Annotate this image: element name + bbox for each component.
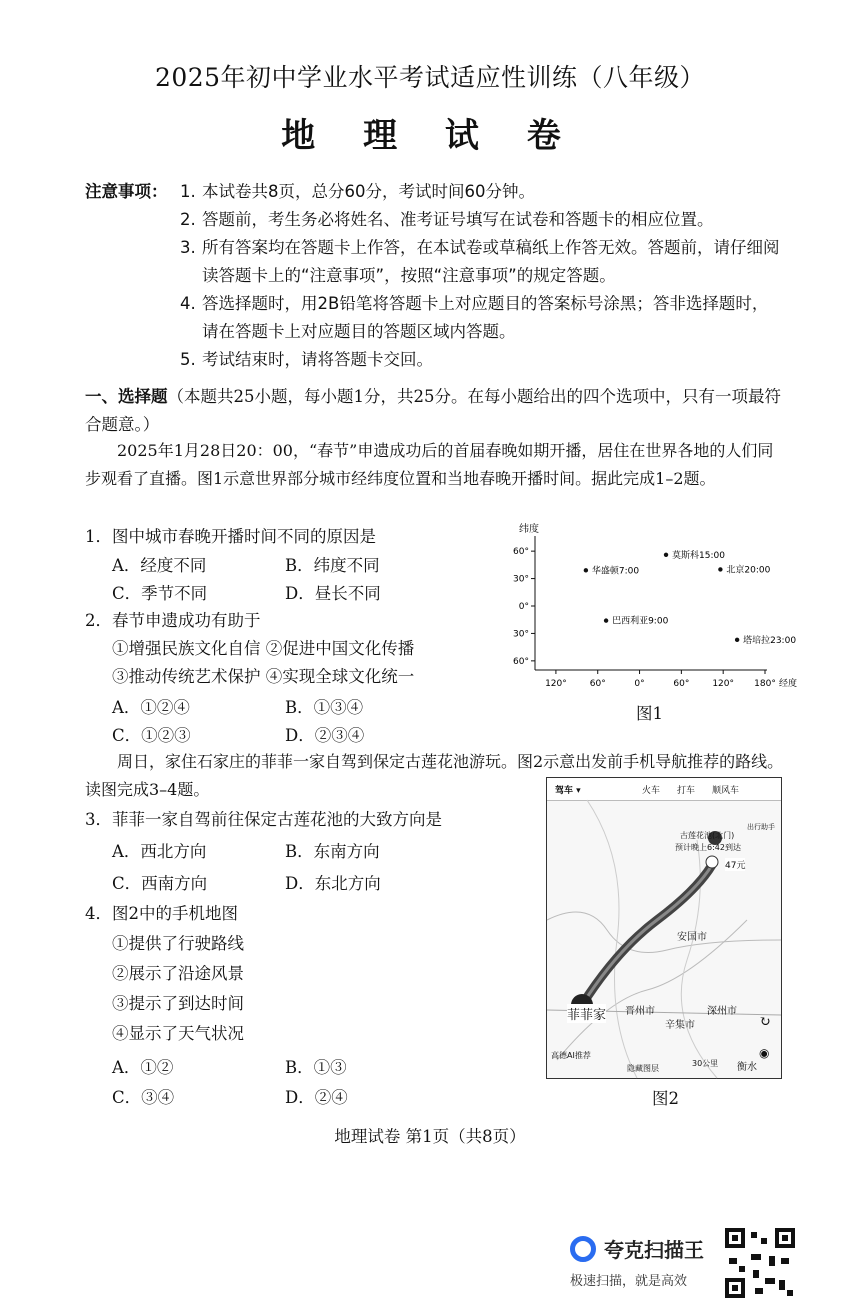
qr-code-icon bbox=[725, 1228, 795, 1298]
y-tick-label: 30° bbox=[513, 574, 529, 585]
q4-statement: ②展示了沿途风景 bbox=[112, 964, 244, 983]
map-destination-label: 古莲花池(北门) bbox=[680, 831, 735, 840]
note-text: 答选择题时，用2B铅笔将答题卡上对应题目的答案标号涂黑；答非选择题时，请在答题卡上对应题目的答题区域内答题。 bbox=[202, 294, 769, 341]
figure-1-caption: 图1 bbox=[636, 704, 663, 723]
y-axis-label: 纬度 bbox=[519, 524, 539, 535]
data-point bbox=[584, 568, 588, 572]
q4-option-a[interactable]: A．①② bbox=[112, 1058, 174, 1077]
y-tick-label: 30° bbox=[513, 629, 529, 640]
x-tick-label: 0° bbox=[634, 679, 645, 689]
map-city-shenzhou: 深州市 bbox=[707, 1006, 737, 1017]
figure-2-map bbox=[546, 777, 782, 1079]
data-point bbox=[718, 567, 722, 571]
q3-option-b[interactable]: B．东南方向 bbox=[285, 842, 380, 861]
x-axis-label: 经度 bbox=[779, 679, 798, 689]
locate-icon[interactable]: ◉ bbox=[759, 1046, 770, 1060]
question-3-stem: 3．菲菲一家自驾前往保定古莲花池的大致方向是 bbox=[85, 810, 442, 829]
q1-option-b[interactable]: B．纬度不同 bbox=[285, 556, 380, 575]
q4-option-d[interactable]: D．②④ bbox=[285, 1088, 348, 1107]
note-text: 所有答案均在答题卡上作答，在本试卷或草稿纸上作答无效。答题前，请仔细阅读答题卡上的“注意事项”，按照“注意事项”的规定答题。 bbox=[202, 238, 780, 285]
data-point-label: 巴西利亚9:00 bbox=[612, 616, 669, 627]
map-home-label: 菲菲家 bbox=[567, 1004, 606, 1023]
note-num: 3. bbox=[180, 238, 196, 257]
q3-option-d[interactable]: D．东北方向 bbox=[285, 874, 381, 893]
question-4-stem: 4．图2中的手机地图 bbox=[85, 904, 238, 923]
q2-statements-2: ③推动传统艺术保护 ④实现全球文化统一 bbox=[112, 667, 415, 686]
section-desc: （本题共25小题，每小题1分，共25分。在每小题给出的四个选项中，只有一项最符合题意。） bbox=[85, 387, 781, 434]
map-city-hengshui: 衡水 bbox=[737, 1062, 757, 1073]
tab-train[interactable]: 火车 bbox=[642, 786, 661, 796]
map-canvas bbox=[547, 800, 781, 1078]
section-heading bbox=[85, 383, 785, 439]
q2-option-b[interactable]: B．①③④ bbox=[285, 698, 364, 717]
note-text: 考试结束时，请将答题卡交回。 bbox=[202, 350, 433, 369]
note-num: 1. bbox=[180, 182, 196, 201]
x-tick-label: 180° bbox=[754, 679, 776, 689]
note-num: 5. bbox=[180, 350, 196, 369]
q4-option-c[interactable]: C．③④ bbox=[112, 1088, 175, 1107]
y-tick-label: 0° bbox=[518, 602, 529, 612]
notes-section bbox=[85, 178, 785, 378]
map-city-xinji: 辛集市 bbox=[665, 1020, 695, 1031]
q4-option-b[interactable]: B．①③ bbox=[285, 1058, 347, 1077]
map-ai-label: 高德AI推荐 bbox=[551, 1051, 591, 1060]
q3-option-c[interactable]: C．西南方向 bbox=[112, 874, 208, 893]
map-city-jinzhou: 晋州市 bbox=[625, 1006, 655, 1017]
map-scale: 30公里 bbox=[692, 1059, 719, 1068]
x-tick-label: 60° bbox=[589, 679, 606, 689]
map-layer-button[interactable]: 隐藏图层 bbox=[627, 1064, 659, 1073]
q2-option-d[interactable]: D．②③④ bbox=[285, 726, 365, 745]
subject-title: 地 理 试 卷 bbox=[281, 116, 579, 156]
brand-name: 夸克扫描王 bbox=[604, 1238, 704, 1262]
tab-drive[interactable]: 驾车 ▾ bbox=[555, 786, 581, 796]
map-city-anguo: 安国市 bbox=[677, 932, 707, 943]
y-tick-label: 60° bbox=[513, 547, 529, 558]
note-text: 答题前，考生务必将姓名、准考证号填写在试卷和答题卡的相应位置。 bbox=[202, 210, 714, 229]
exam-title: 2025年初中学业水平考试适应性训练（八年级） bbox=[154, 63, 706, 92]
note-text: 本试卷共8页，总分60分，考试时间60分钟。 bbox=[202, 182, 535, 201]
x-tick-label: 60° bbox=[673, 679, 690, 689]
q1-option-d[interactable]: D．昼长不同 bbox=[285, 584, 381, 603]
data-point-label: 莫斯科15:00 bbox=[672, 550, 725, 561]
brand-slogan: 极速扫描，就是高效 bbox=[570, 1274, 688, 1289]
q1-option-a[interactable]: A．经度不同 bbox=[112, 556, 207, 575]
q1-option-c[interactable]: C．季节不同 bbox=[112, 584, 208, 603]
data-point bbox=[735, 638, 739, 642]
q4-statement: ③提示了到达时间 bbox=[112, 994, 244, 1013]
scanner-brand bbox=[570, 1232, 720, 1292]
map-helper[interactable]: 出行助手 bbox=[747, 823, 775, 831]
data-point-label: 华盛顿7:00 bbox=[591, 566, 640, 577]
q4-statement: ④显示了天气状况 bbox=[112, 1024, 244, 1043]
page-footer: 地理试卷 第1页（共8页） bbox=[334, 1127, 526, 1146]
brand-logo-icon bbox=[570, 1236, 596, 1262]
question-1-stem: 1．图中城市春晚开播时间不同的原因是 bbox=[85, 527, 376, 546]
refresh-icon[interactable]: ↻ bbox=[759, 1014, 771, 1030]
x-tick-label: 120° bbox=[545, 679, 567, 689]
q3-option-a[interactable]: A．西北方向 bbox=[112, 842, 207, 861]
note-num: 4. bbox=[180, 294, 196, 313]
map-fee: 47元 bbox=[725, 858, 745, 871]
q2-statements-1: ①增强民族文化自信 ②促进中国文化传播 bbox=[112, 639, 415, 658]
q4-statement: ①提供了行驶路线 bbox=[112, 934, 244, 953]
data-point bbox=[604, 618, 608, 622]
note-num: 2. bbox=[180, 210, 196, 229]
map-tab-bar bbox=[547, 778, 781, 801]
figure-1-chart bbox=[505, 522, 798, 722]
passage-1: 2025年1月28日20：00，“春节”申遗成功后的首届春晚如期开播，居住在世界各地的人们同步观看了直播。图1示意世界部分城市经纬度位置和当地春晚开播时间。据此完成1–2题。 bbox=[85, 441, 774, 488]
data-point bbox=[664, 553, 668, 557]
question-2-stem: 2．春节申遗成功有助于 bbox=[85, 611, 261, 630]
q2-option-a[interactable]: A．①②④ bbox=[112, 698, 190, 717]
notes-label: 注意事项： bbox=[85, 182, 168, 201]
tab-taxi[interactable]: 打车 bbox=[677, 786, 696, 796]
tab-carpool[interactable]: 顺风车 bbox=[712, 786, 740, 796]
passage-2: 周日，家住石家庄的菲菲一家自驾到保定古莲花池游玩。图2示意出发前手机导航推荐的路线。读图完成3–4题。 bbox=[85, 752, 784, 799]
section-title: 一、选择题 bbox=[85, 387, 168, 406]
data-point-label: 北京20:00 bbox=[726, 565, 771, 576]
data-point-label: 塔培拉23:00 bbox=[743, 635, 797, 646]
y-tick-label: 60° bbox=[513, 656, 529, 667]
q2-option-c[interactable]: C．①②③ bbox=[112, 726, 191, 745]
x-tick-label: 120° bbox=[712, 679, 735, 689]
map-eta: 预计晚上6:42到达 bbox=[675, 843, 741, 852]
figure-2-caption: 图2 bbox=[652, 1089, 679, 1108]
